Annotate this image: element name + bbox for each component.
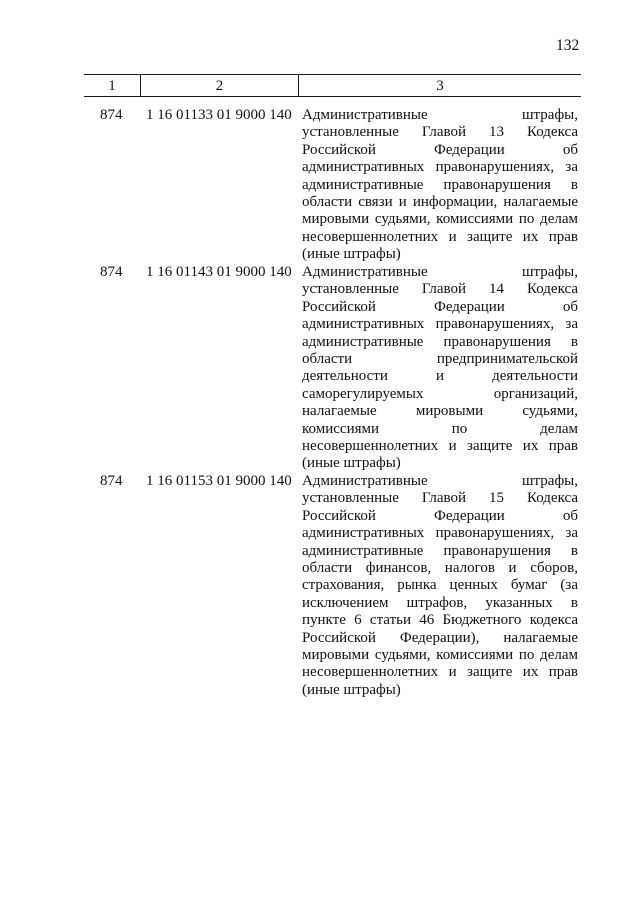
description-line: административных правонарушениях, за (302, 316, 578, 333)
row-code: 1 16 01133 01 9000 140 (146, 107, 292, 123)
row-description (302, 473, 578, 699)
description-line: несовершеннолетних и защите их прав (302, 437, 578, 454)
description-line: Российской Федерации об (302, 141, 578, 158)
description-line: налагаемые мировыми судьями, (302, 403, 578, 420)
description-line: установленные Главой 13 Кодекса (302, 124, 578, 141)
description-line: Административные штрафы, (302, 107, 578, 123)
description-line: комиссиями по делам (302, 420, 578, 437)
description-line: административных правонарушениях, за (302, 525, 578, 542)
header-bottom-border (84, 96, 581, 97)
description-line: установленные Главой 14 Кодекса (302, 281, 578, 298)
description-line: мировыми судьями, комиссиями по делам (302, 646, 578, 663)
row-code: 1 16 01153 01 9000 140 (146, 473, 292, 489)
description-line: исключением штрафов, указанных в (302, 594, 578, 611)
description-line: установленные Главой 15 Кодекса (302, 490, 578, 507)
description-line: несовершеннолетних и защите их прав (302, 664, 578, 681)
description-line: административных правонарушениях, за (302, 159, 578, 176)
description-line: области связи и информации, налагаемые (302, 193, 578, 210)
description-line: Административные штрафы, (302, 473, 578, 489)
row-description (302, 107, 578, 264)
row-description (302, 264, 578, 473)
page-number: 132 (556, 37, 580, 54)
description-line: Административные штрафы, (302, 264, 578, 280)
description-line: Российской Федерации об (302, 507, 578, 524)
header-col-1: 1 (108, 78, 116, 94)
description-line: административные правонарушения в (302, 542, 578, 559)
description-line: (иные штрафы) (302, 681, 401, 698)
description-line: Российской Федерации об (302, 298, 578, 315)
description-line: области предпринимательской (302, 350, 578, 367)
description-line: саморегулируемых организаций, (302, 385, 578, 402)
description-line: (иные штрафы) (302, 246, 401, 263)
description-line: мировыми судьями, комиссиями по делам (302, 211, 578, 228)
row-number: 874 (100, 107, 123, 123)
description-line: области финансов, налогов и сборов, (302, 559, 578, 576)
description-line: страхования, рынка ценных бумаг (за (302, 577, 578, 594)
header-col-3: 3 (436, 78, 444, 94)
header-top-border (84, 74, 581, 75)
row-code: 1 16 01143 01 9000 140 (146, 264, 292, 280)
description-line: пункте 6 статьи 46 Бюджетного кодекса (302, 612, 578, 629)
row-number: 874 (100, 264, 123, 280)
description-line: деятельности и деятельности (302, 368, 578, 385)
description-line: (иные штрафы) (302, 455, 401, 472)
description-line: Российской Федерации), налагаемые (302, 629, 578, 646)
header-col-2: 2 (215, 78, 224, 94)
row-number: 874 (100, 473, 123, 489)
description-line: несовершеннолетних и защите их прав (302, 228, 578, 245)
description-line: административные правонарушения в (302, 333, 578, 350)
description-line: административные правонарушения в (302, 176, 578, 193)
